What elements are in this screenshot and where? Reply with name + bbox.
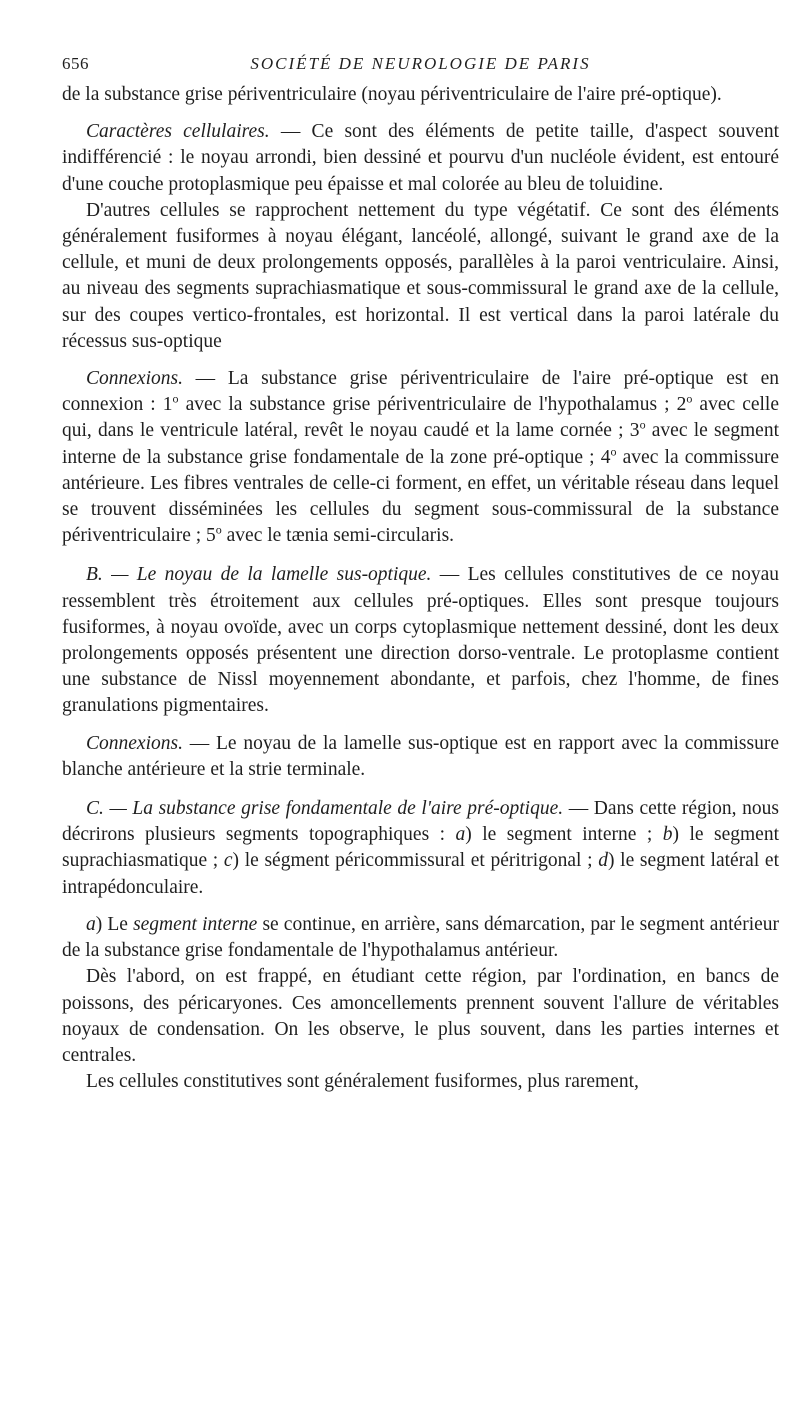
- paragraph-1: de la substance grise périventriculaire (noyau périventriculaire de l'aire pré-optique).: [62, 84, 722, 105]
- document-page: [62, 52, 779, 1095]
- section-heading: Caractères cellulaires.: [86, 121, 270, 143]
- paragraph-cellular-characters: Caractères cellulaires. — Ce sont des éléments de petite taille, d'aspect souvent indifférencié : le noyau arrondi, bien dessiné et pourvu d'un nucléole évident, est entouré d'une couche protoplasmique peu épaisse et mal colorée au bleu de toluidine.: [62, 121, 779, 195]
- section-heading: C. — La substance grise fondamentale de l'aire pré-optique.: [86, 798, 564, 820]
- page-header: [62, 52, 779, 82]
- paragraph-3: D'autres cellules se rapprochent nettement du type végétatif. Ce sont des éléments généralement fusiformes à noyau élégant, lancéolé, allongé, suivant le grand axe de la cellule, et muni de deux prolongements opposés, parallèles à la paroi ventriculaire. Ainsi, au niveau des segments suprachiasmatique et sous-commissural le grand axe de la cellule, sur des coupes vertico-frontales, est horizontal. Il est vertical dans la paroi latérale du récessus sus-optique: [62, 199, 779, 352]
- page-number: 656: [62, 54, 89, 73]
- paragraph-connexions-2: Connexions. — Le noyau de la lamelle sus-optique est en rapport avec la commissure blanche antérieure et la strie terminale.: [62, 732, 779, 780]
- paragraph-connexions-1: Connexions. — La substance grise périventriculaire de l'aire pré-optique est en connexion : 1$^o$ avec la substance grise périventriculaire de l'hypothalamus ; 2$^o$ avec celle qui, dans le ventricule latéral, revêt le noyau caudé et la lame cornée ; 3$^o$ avec le segment interne de la substance grise fondamentale de la zone pré-optique ; 4$^o$ avec la commissure antérieure. Les fibres ventrales de celle-ci forment, en effet, un véritable réseau dans lequel se trouvent disséminées les cellules du segment sous-commissural de la substance périventriculaire ; 5$^o$ avec le tænia semi-circularis.: [62, 368, 779, 547]
- paragraph-10: Les cellules constitutives sont généralement fusiformes, plus rarement,: [86, 1071, 639, 1093]
- section-heading: Connexions.: [86, 368, 183, 390]
- paragraph-section-c: C. — La substance grise fondamentale de l'aire pré-optique. — Dans cette région, nous décrirons plusieurs segments topographiques : a) le segment interne ; b) le segment suprachiasmatique ; c) le ségment péricommissural et péritrigonal ; d) le segment latéral et intrapédonculaire.: [62, 798, 780, 898]
- paragraph-section-b: B. — Le noyau de la lamelle sus-optique. — Les cellules constitutives de ce noyau ressemblent très étroitement aux cellules pré-optiques. Elles sont presque toujours fusiformes, à noyau ovoïde, avec un corps cytoplasmique nettement dessiné, dont les deux prolongements opposés présentent une direction dorso-ventrale. Le protoplasme contient une substance de Nissl moyennement abondante, et parfois, chez l'homme, de fines granulations pigmentaires.: [62, 564, 779, 717]
- paragraph-segment-interne: a) Le segment interne se continue, en arrière, sans démarcation, par le segment antérieur de la substance grise fondamentale de l'hypothalamus antérieur.: [62, 913, 780, 962]
- running-title: SOCIÉTÉ DE NEUROLOGIE DE PARIS: [250, 54, 591, 73]
- section-heading: Connexions.: [86, 732, 183, 754]
- section-heading: B. — Le noyau de la lamelle sus-optique.: [86, 564, 432, 586]
- paragraph-9: Dès l'abord, on est frappé, en étudiant cette région, par l'ordination, en bancs de poissons, des péricaryones. Ces amoncellements prennent souvent l'allure de véritables noyaux de condensation. On les observe, le plus souvent, dans les parties internes et centrales.: [62, 966, 779, 1066]
